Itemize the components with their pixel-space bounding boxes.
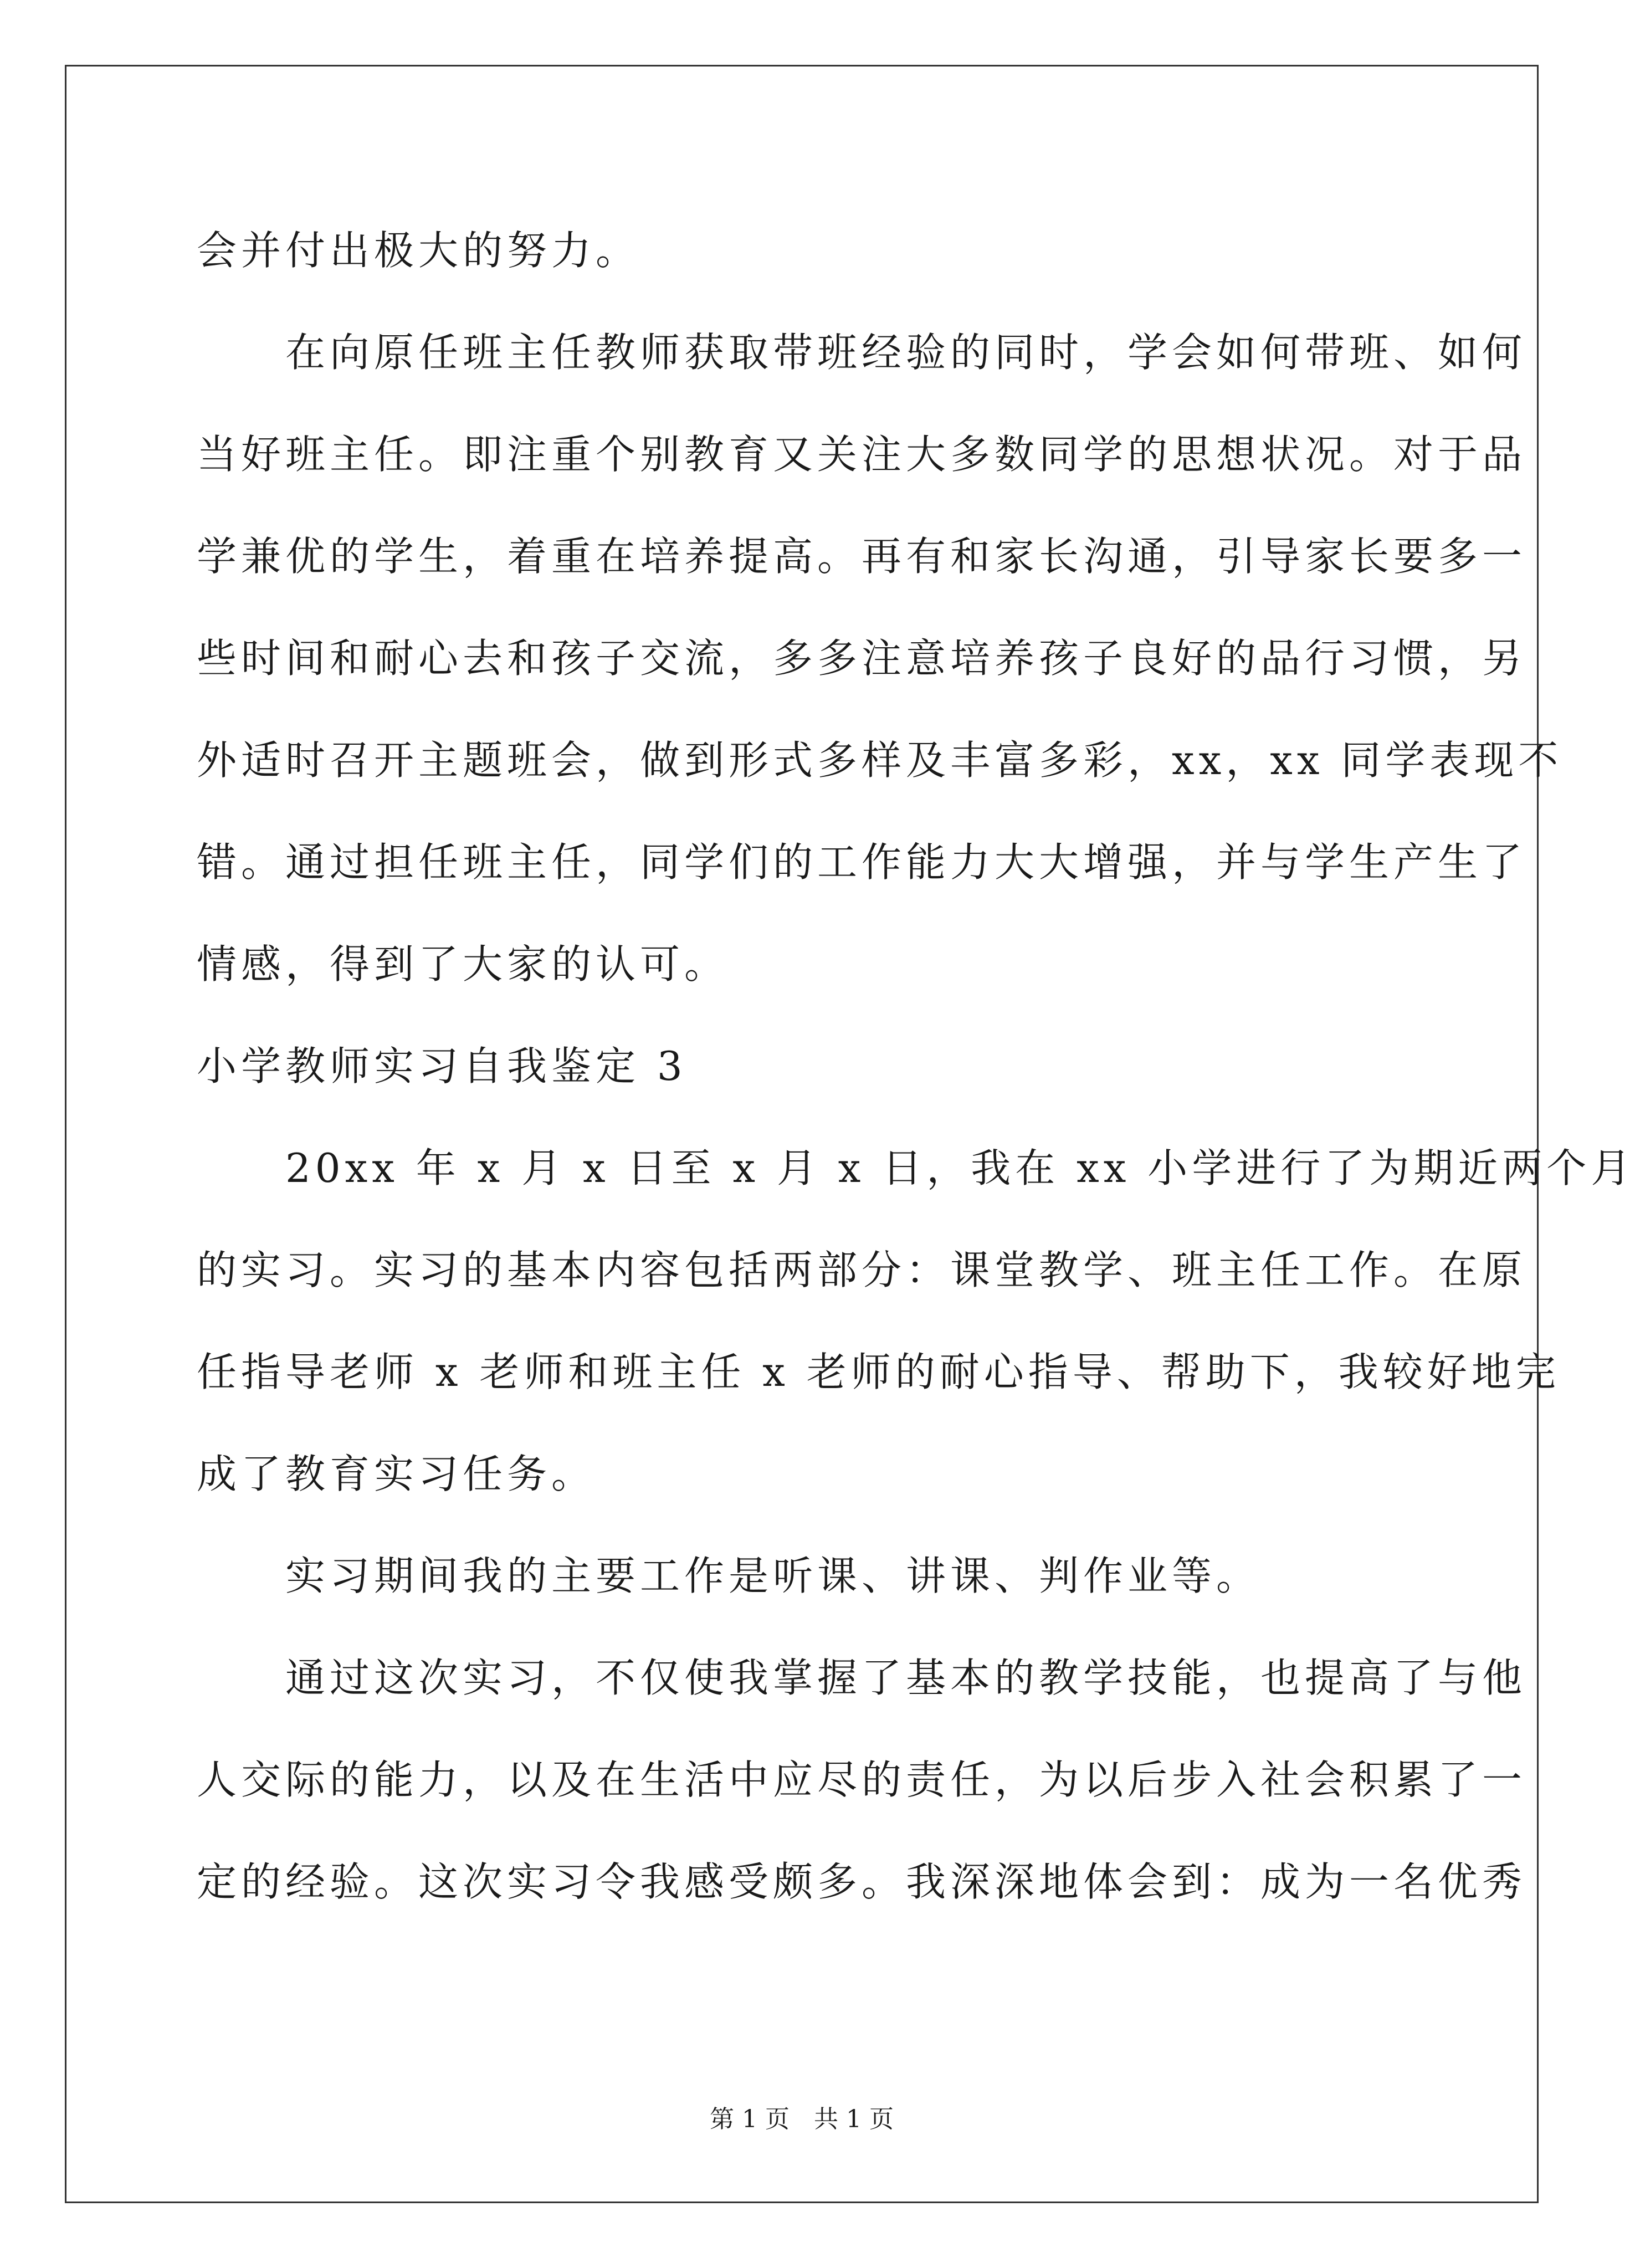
text-line: 的实习。实习的基本内容包括两部分：课堂教学、班主任工作。在原 [197, 1247, 1527, 1293]
text-line: 通过这次实习，不仅使我掌握了基本的教学技能，也提高了与他 [197, 1655, 1527, 1701]
page-footer: 第 1 页 共 1 页 [710, 2105, 894, 2133]
text-line: 情感，得到了大家的认可。 [197, 941, 729, 987]
text-line: 错。通过担任班主任，同学们的工作能力大大增强，并与学生产生了 [197, 839, 1527, 885]
document-body [197, 199, 1635, 1933]
text-line: 定的经验。这次实习令我感受颇多。我深深地体会到：成为一名优秀 [197, 1859, 1527, 1905]
text-line: 在向原任班主任教师获取带班经验的同时，学会如何带班、如何 [197, 329, 1527, 376]
text-line: 实习期间我的主要工作是听课、讲课、判作业等。 [197, 1553, 1261, 1599]
text-line: 当好班主任。即注重个别教育又关注大多数同学的思想状况。对于品 [197, 431, 1527, 478]
text-line: 外适时召开主题班会，做到形式多样及丰富多彩，xx，xx 同学表现不 [197, 737, 1563, 784]
text-line: 些时间和耐心去和孩子交流，多多注意培养孩子良好的品行习惯，另 [197, 635, 1527, 682]
text-line: 会并付出极大的努力。 [197, 227, 640, 274]
text-line: 人交际的能力，以及在生活中应尽的责任，为以后步入社会积累了一 [197, 1757, 1527, 1803]
section-heading: 小学教师实习自我鉴定 3 [197, 1043, 687, 1089]
text-line: 学兼优的学生，着重在培养提高。再有和家长沟通，引导家长要多一 [197, 533, 1527, 580]
text-line: 任指导老师 x 老师和班主任 x 老师的耐心指导、帮助下，我较好地完 [197, 1349, 1560, 1395]
text-line: 成了教育实习任务。 [197, 1451, 596, 1497]
text-line: 20xx 年 x 月 x 日至 x 月 x 日，我在 xx 小学进行了为期近两个月 [197, 1145, 1635, 1191]
